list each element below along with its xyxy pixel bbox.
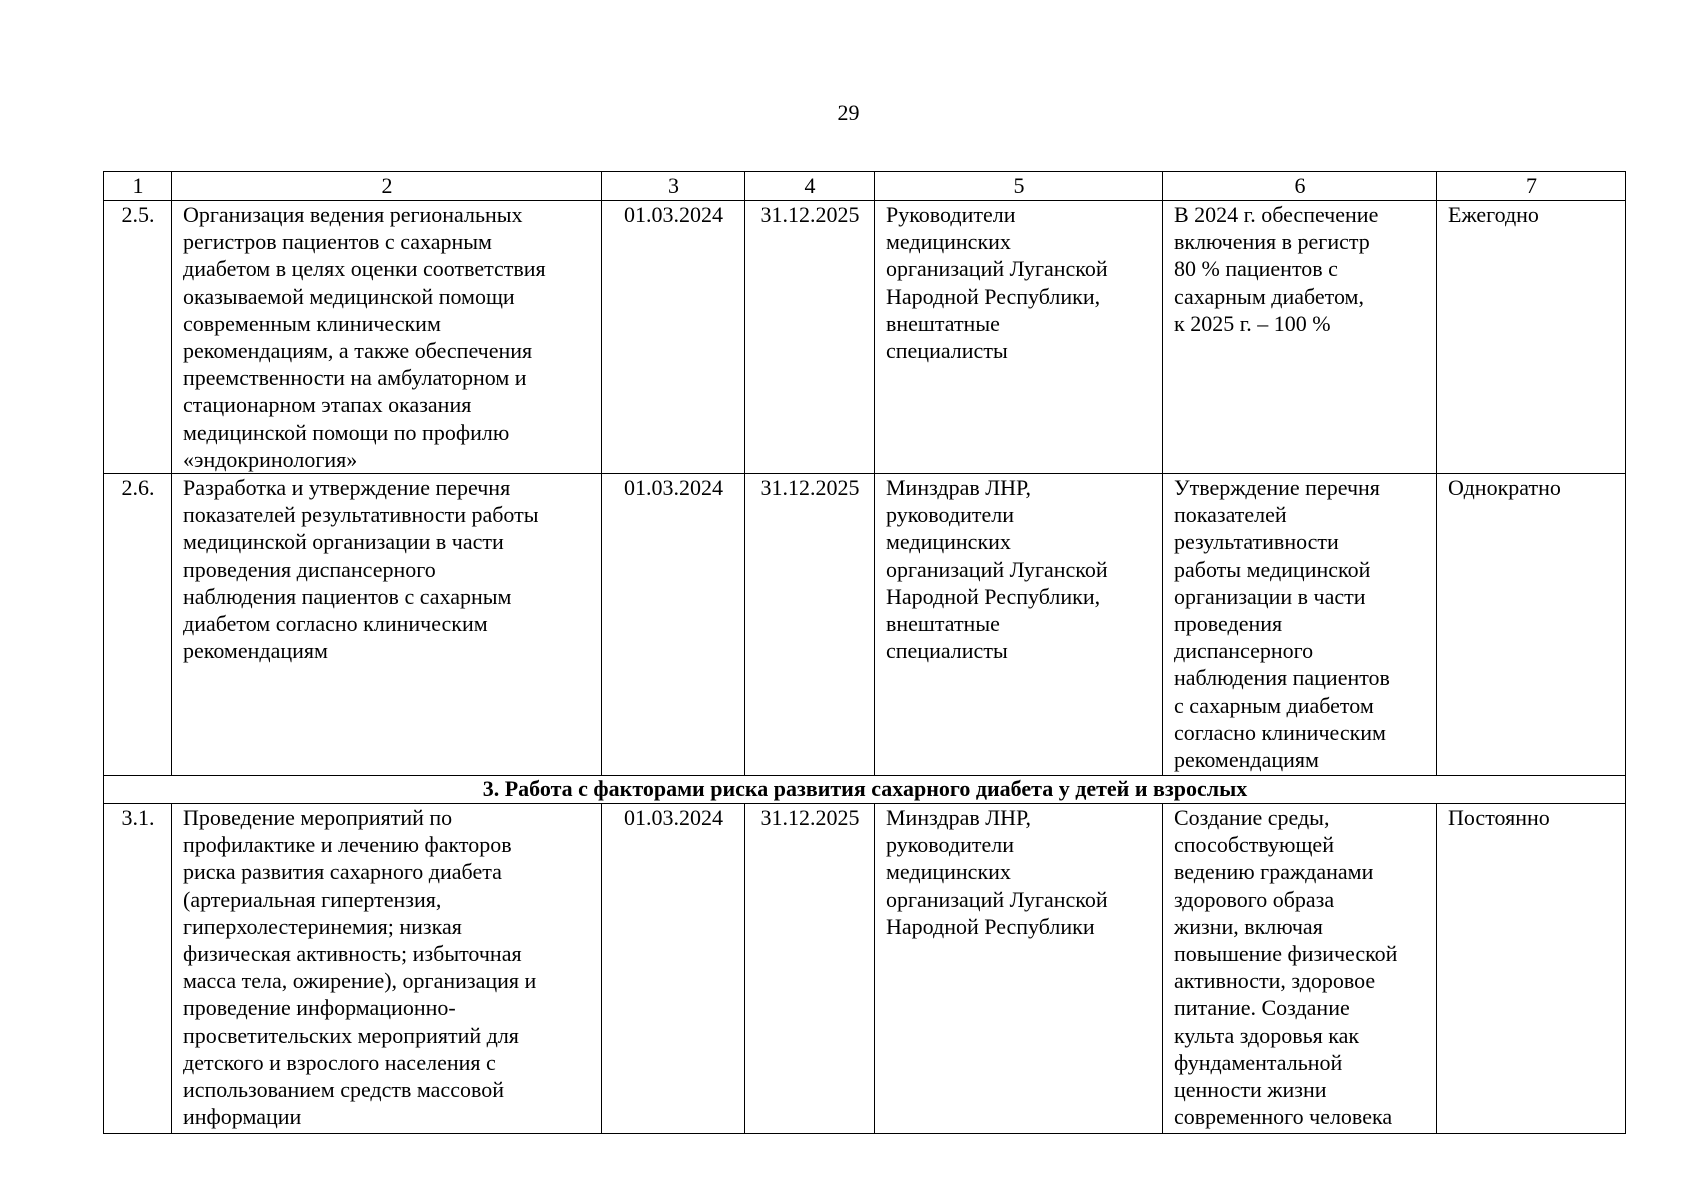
event-description: Организация ведения региональных регистров пациентов с сахарным диабетом в целях оценки соответствия оказываемой медицинской помощи современным клиническим рекомендациям, а также обеспечения преемственности на амбулаторном и стационарном этапах оказания медицинской помощи по профилю «эндокринология» (172, 201, 602, 474)
table-row (104, 804, 1626, 1134)
end-date: 31.12.2025 (745, 201, 875, 474)
table-row (104, 474, 1626, 776)
responsible-party: Руководители медицинских организаций Луганской Народной Республики, внештатные специалисты (875, 201, 1163, 474)
expected-result: В 2024 г. обеспечение включения в регистр 80 % пациентов с сахарным диабетом, к 2025 г. – 100 % (1163, 201, 1437, 474)
activities-table (103, 171, 1626, 1134)
start-date: 01.03.2024 (602, 474, 745, 776)
responsible-party: Минздрав ЛНР, руководители медицинских организаций Луганской Народной Республики, внештатные специалисты (875, 474, 1163, 776)
header-row (104, 172, 1626, 201)
frequency: Постоянно (1437, 804, 1626, 1134)
item-number: 3.1. (104, 804, 172, 1134)
frequency: Однократно (1437, 474, 1626, 776)
column-header: 5 (875, 172, 1163, 201)
column-header: 3 (602, 172, 745, 201)
page-number: 29 (837, 100, 860, 125)
column-header: 7 (1437, 172, 1626, 201)
end-date: 31.12.2025 (745, 474, 875, 776)
event-description: Разработка и утверждение перечня показателей результативности работы медицинской организации в части проведения диспансерного наблюдения пациентов с сахарным диабетом согласно клиническим рекомендациям (172, 474, 602, 776)
column-header: 6 (1163, 172, 1437, 201)
item-number: 2.6. (104, 474, 172, 776)
item-number: 2.5. (104, 201, 172, 474)
section-heading: 3. Работа с факторами риска развития сахарного диабета у детей и взрослых (104, 776, 1626, 804)
section-heading-row (104, 776, 1626, 804)
table-row (104, 201, 1626, 474)
end-date: 31.12.2025 (745, 804, 875, 1134)
frequency: Ежегодно (1437, 201, 1626, 474)
column-header: 4 (745, 172, 875, 201)
column-header: 2 (172, 172, 602, 201)
expected-result: Создание среды, способствующей ведению гражданами здорового образа жизни, включая повышение физической активности, здоровое питание. Создание культа здоровья как фундаментальной ценности жизни современного человека (1163, 804, 1437, 1134)
event-description: Проведение мероприятий по профилактике и лечению факторов риска развития сахарного диабета (артериальная гипертензия, гиперхолестеринемия; низкая физическая активность; избыточная масса тела, ожирение), организация и проведение информационно- просветительских мероприятий для детского и взрослого населения с использованием средств массовой информации (172, 804, 602, 1134)
start-date: 01.03.2024 (602, 201, 745, 474)
column-header: 1 (104, 172, 172, 201)
expected-result: Утверждение перечня показателей результативности работы медицинской организации в части проведения диспансерного наблюдения пациентов с сахарным диабетом согласно клиническим рекомендациям (1163, 474, 1437, 776)
start-date: 01.03.2024 (602, 804, 745, 1134)
responsible-party: Минздрав ЛНР, руководители медицинских организаций Луганской Народной Республики (875, 804, 1163, 1134)
